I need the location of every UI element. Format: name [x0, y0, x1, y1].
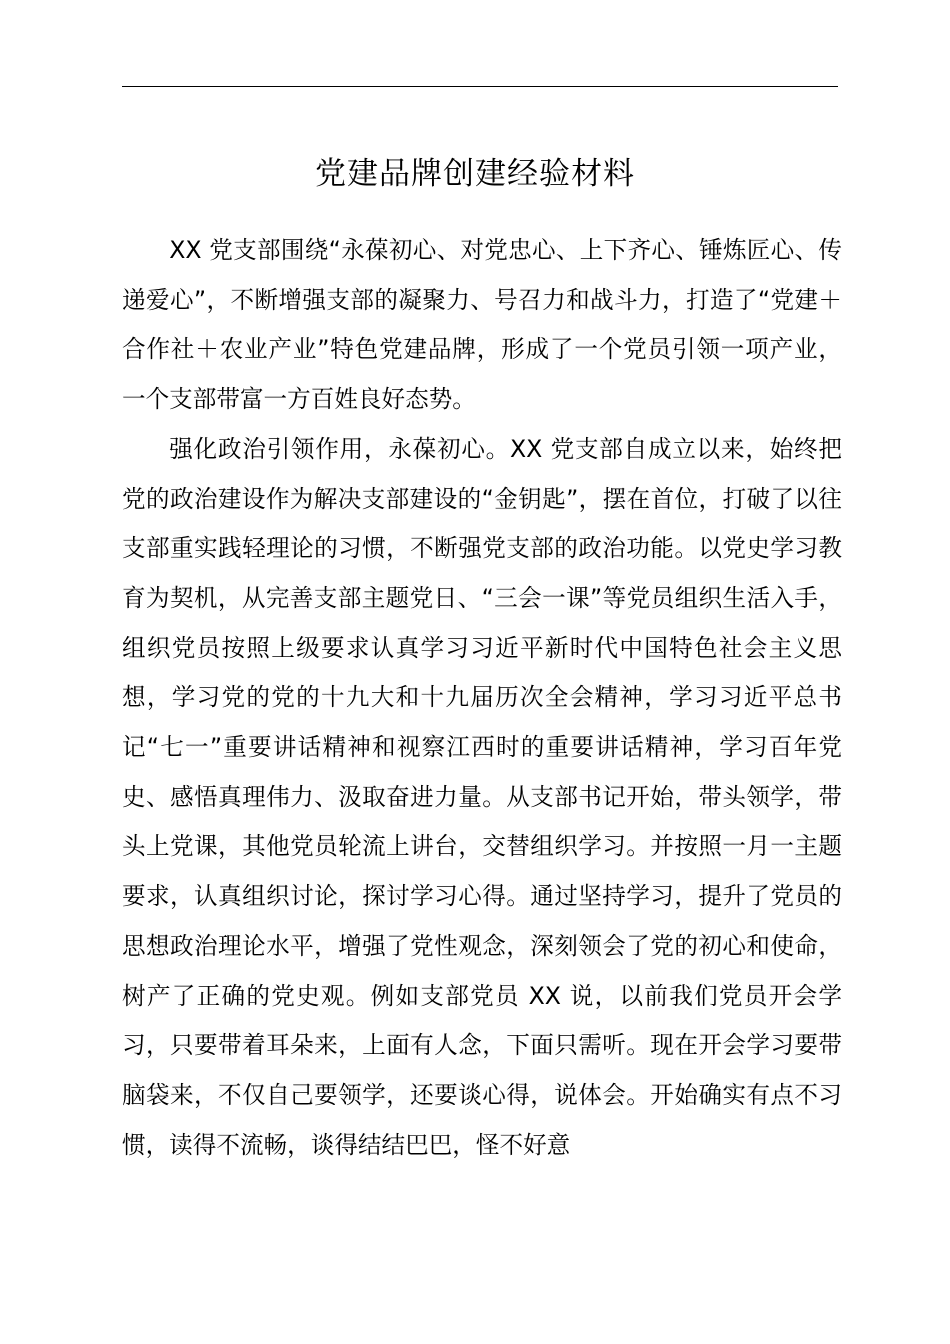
header-divider	[122, 86, 838, 87]
document-title: 党建品牌创建经验材料	[315, 156, 635, 192]
document-body	[122, 226, 842, 1170]
paragraph-political-leadership: 强化政治引领作用，永葆初心。XX 党支部自成立以来，始终把党的政治建设作为解决支部建设的“金钥匙”，摆在首位，打破了以往支部重实践轻理论的习惯，不断强党支部的政治功能。以党史学习教育为契机，从完善支部主题党日、“三会一课”等党员组织生活入手，组织党员按照上级要求认真学习习近平新时代中国特色社会主义思想，学习党的党的十九大和十九届历次全会精神，学习习近平总书记“七一”重要讲话精神和视察江西时的重要讲话精神，学习百年党史、感悟真理伟力、汲取奋进力量。从支部书记开始，带头领学，带头上党课，其他党员轮流上讲台，交替组织学习。并按照一月一主题要求，认真组织讨论，探讨学习心得。通过坚持学习，提升了党员的思想政治理论水平，增强了党性观念，深刻领会了党的初心和使命，树产了正确的党史观。例如支部党员 XX 说，以前我们党员开会学习，只要带着耳朵来，上面有人念，下面只需听。现在开会学习要带脑袋来，不仅自己要领学，还要谈心得，说体会。开始确实有点不习惯，读得不流畅，谈得结结巴巴，怪不好意	[122, 434, 842, 1159]
paragraph-intro: XX 党支部围绕“永葆初心、对党忠心、上下齐心、锤炼匠心、传递爱心”，不断增强支部的凝聚力、号召力和战斗力，打造了“党建＋合作社＋农业产业”特色党建品牌，形成了一个党员引领一项产业，一个支部带富一方百姓良好态势。	[122, 236, 842, 414]
